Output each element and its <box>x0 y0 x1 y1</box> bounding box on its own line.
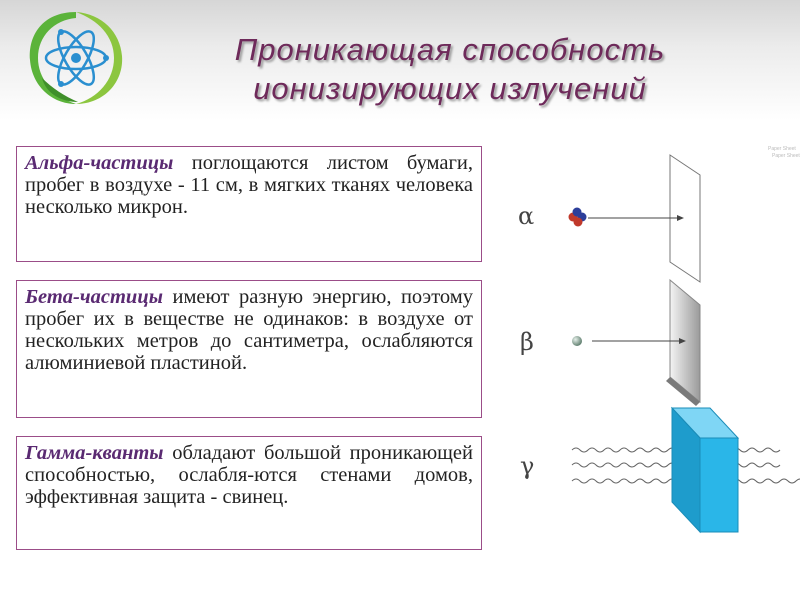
beta-description: имеют разную энергию, поэтому пробег их в веществе не одинаков: в воздухе от нескольких метров до сантиметра, ослабляются алюминиевой пластиной. <box>25 286 473 374</box>
atom-logo <box>22 8 130 108</box>
beta-particle-icon <box>572 336 582 346</box>
aluminium-plate <box>666 280 700 406</box>
alpha-particle-icon <box>569 208 587 227</box>
page-title <box>150 30 750 108</box>
beta-term: Бета-частицы <box>25 286 163 308</box>
alpha-description: поглощаются листом бумаги, пробег в воздухе - 11 см, в мягких тканях человека несколько микрон. <box>25 152 473 218</box>
beta-symbol: β <box>520 328 534 356</box>
title-line-2: ионизирующих излучений <box>253 71 647 106</box>
beta-particles-box <box>16 280 482 418</box>
lead-block <box>672 408 738 532</box>
title-line-1: Проникающая способность <box>234 32 666 67</box>
penetration-diagram <box>500 140 800 550</box>
gamma-term: Гамма-кванты <box>25 442 164 464</box>
alpha-symbol: α <box>518 202 535 230</box>
paper-label-2: Paper Sheet <box>772 153 800 159</box>
alpha-term: Альфа-частицы <box>25 152 174 174</box>
alpha-particles-box <box>16 146 482 262</box>
gamma-symbol: γ <box>520 452 535 480</box>
gamma-quanta-box <box>16 436 482 550</box>
paper-label-1: Paper Sheet <box>768 146 796 152</box>
gamma-description: обладают большой проникающей способностью, ослабля-ются стенами домов, эффективная защита - свинец. <box>25 442 473 508</box>
